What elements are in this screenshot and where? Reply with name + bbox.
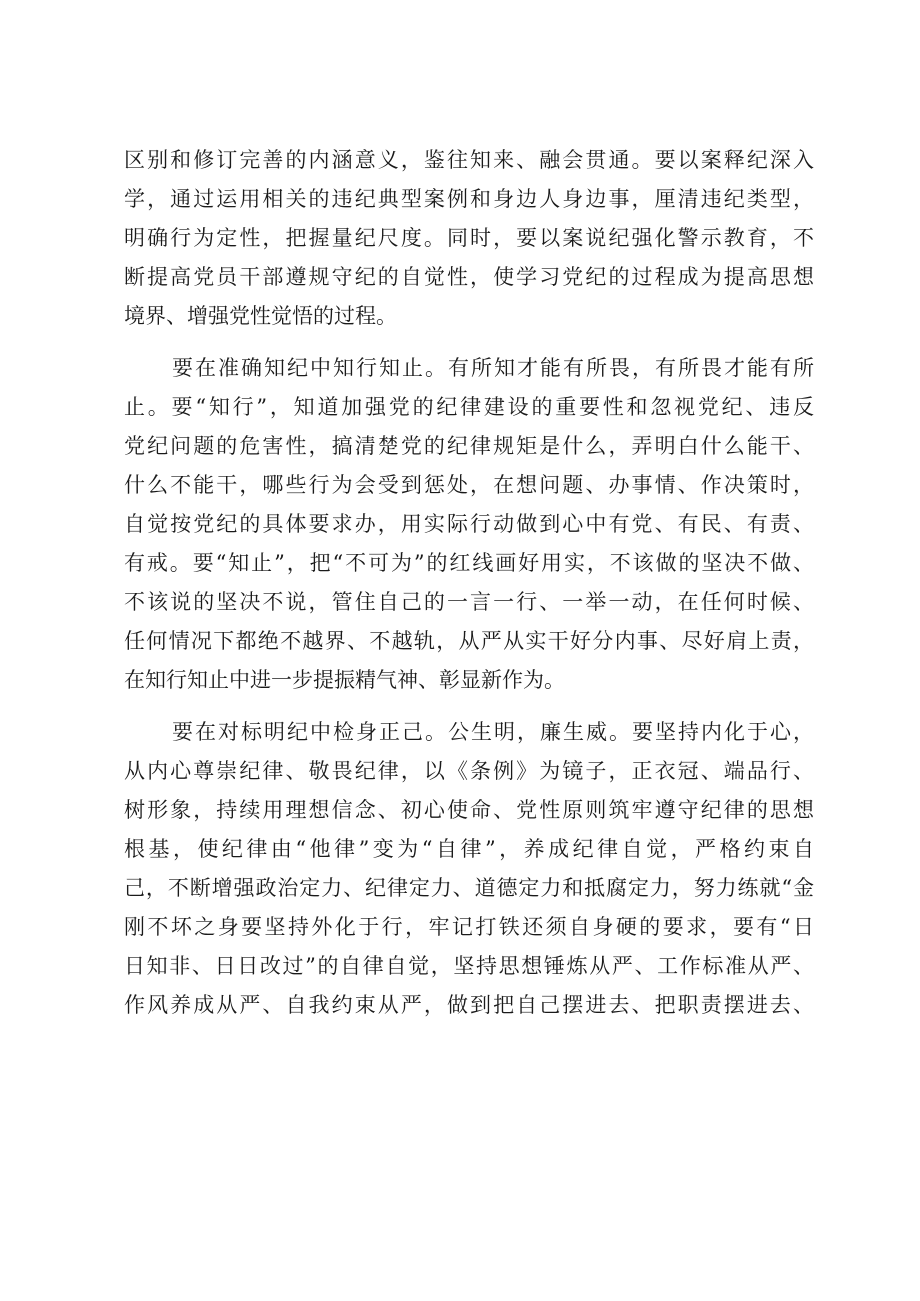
document-body bbox=[124, 141, 844, 1025]
text-line: 不该说的坚决不说，管住自己的一言一行、一举一动，在任何时候、 bbox=[124, 590, 814, 614]
text-line: 树形象，持续用理想信念、初心使命、党性原则筑牢遵守纪律的思想 bbox=[124, 798, 814, 822]
text-line: 止。要“知行”，知道加强党的纪律建设的重要性和忽视党纪、违反 bbox=[124, 395, 814, 419]
text-line: 刚不坏之身要坚持外化于行，牢记打铁还须自身硬的要求，要有“日 bbox=[124, 915, 814, 939]
text-line: 己，不断增强政治定力、纪律定力、道德定力和抵腐定力，努力练就“金 bbox=[124, 876, 814, 900]
text-line: 学，通过运用相关的违纪典型案例和身边人身边事，厘清违纪类型， bbox=[124, 187, 814, 211]
text-line: 什么不能干，哪些行为会受到惩处，在想问题、办事情、作决策时， bbox=[124, 473, 814, 497]
paragraph-spacer bbox=[124, 700, 844, 713]
text-line: 在知行知止中进一步提振精气神、彰显新作为。 bbox=[124, 668, 565, 692]
text-line: 作风养成从严、自我约束从严，做到把自己摆进去、把职责摆进去、 bbox=[124, 993, 814, 1017]
text-line: 要在对标明纪中检身正己。公生明，廉生威。要坚持内化于心， bbox=[172, 720, 814, 744]
text-line: 要在准确知纪中知行知止。有所知才能有所畏，有所畏才能有所 bbox=[172, 356, 814, 380]
text-line: 从内心尊崇纪律、敬畏纪律，以《条例》为镜子，正衣冠、端品行、 bbox=[124, 759, 814, 783]
text-line: 党纪问题的危害性，搞清楚党的纪律规矩是什么，弄明白什么能干、 bbox=[124, 434, 814, 458]
text-line: 根基，使纪律由“他律”变为“自律”，养成纪律自觉，严格约束自 bbox=[124, 837, 814, 861]
paragraph-2 bbox=[124, 349, 844, 700]
paragraph-3 bbox=[124, 713, 844, 1025]
text-line: 日知非、日日改过”的自律自觉，坚持思想锤炼从严、工作标准从严、 bbox=[124, 954, 814, 978]
text-line: 境界、增强党性觉悟的过程。 bbox=[124, 304, 397, 328]
text-line: 任何情况下都绝不越界、不越轨，从严从实干好分内事、尽好肩上责， bbox=[124, 629, 814, 653]
text-line: 明确行为定性，把握量纪尺度。同时，要以案说纪强化警示教育，不 bbox=[124, 226, 814, 250]
text-line: 有戒。要“知止”，把“不可为”的红线画好用实，不该做的坚决不做、 bbox=[124, 551, 814, 575]
paragraph-1 bbox=[124, 141, 844, 336]
text-line: 区别和修订完善的内涵意义，鉴往知来、融会贯通。要以案释纪深入 bbox=[124, 148, 814, 172]
paragraph-spacer bbox=[124, 336, 844, 349]
text-line: 自觉按党纪的具体要求办，用实际行动做到心中有党、有民、有责、 bbox=[124, 512, 814, 536]
text-line: 断提高党员干部遵规守纪的自觉性，使学习党纪的过程成为提高思想 bbox=[124, 265, 814, 289]
